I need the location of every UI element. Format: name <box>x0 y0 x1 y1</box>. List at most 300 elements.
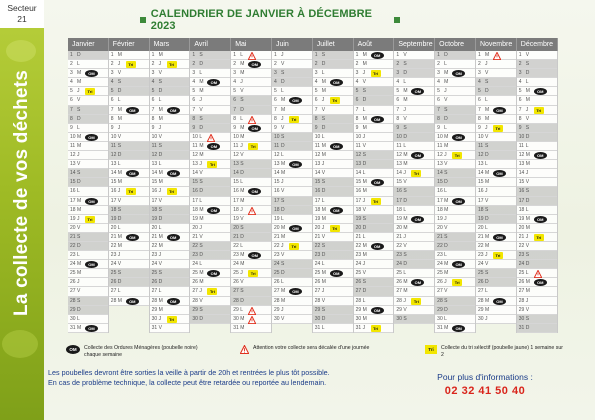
day-cell <box>190 69 230 78</box>
day-number: 1 <box>396 52 400 58</box>
weekday-letter: D <box>158 152 163 159</box>
day-number: 23 <box>314 252 321 259</box>
day-number: 18 <box>437 206 443 213</box>
weekday-letter: S <box>240 97 244 104</box>
day-number: 2 <box>396 61 400 68</box>
day-number: 4 <box>151 79 155 86</box>
day-cell <box>231 78 271 87</box>
day-cell <box>109 278 149 287</box>
day-cell <box>354 178 394 187</box>
day-number: 9 <box>192 124 196 131</box>
weekday-letter: L <box>321 261 325 268</box>
weekday-letter: M <box>525 161 530 168</box>
day-cell <box>231 87 271 96</box>
day-number: 30 <box>151 315 158 322</box>
weekday-letter: V <box>77 288 81 295</box>
month-column <box>354 51 395 333</box>
day-number: 13 <box>437 161 443 168</box>
weekday-letter: M <box>240 133 245 140</box>
weekday-letter: L <box>117 97 121 104</box>
day-cell <box>435 133 475 142</box>
weekday-letter: M <box>158 297 163 304</box>
day-number: 28 <box>355 297 362 304</box>
day-cell <box>68 197 108 206</box>
day-number: 10 <box>437 133 443 140</box>
day-number: 8 <box>151 115 155 122</box>
day-cell <box>68 87 108 96</box>
weekday-letter: J <box>77 88 80 95</box>
day-cell <box>190 51 230 60</box>
day-number: 10 <box>518 133 525 140</box>
day-cell <box>109 187 149 196</box>
weekday-letter: M <box>362 315 367 322</box>
om-bin-icon: OM <box>289 97 302 106</box>
day-number: 17 <box>477 197 484 204</box>
day-cell <box>313 306 353 315</box>
day-cell <box>109 251 149 260</box>
weekday-letter: M <box>77 206 82 213</box>
weekday-letter: S <box>117 142 122 149</box>
weekday-letter: M <box>321 88 326 95</box>
day-number: 17 <box>396 197 402 204</box>
day-cell <box>150 78 190 87</box>
day-number: 23 <box>192 252 198 259</box>
month-column <box>272 51 313 333</box>
weekday-letter: M <box>484 52 490 58</box>
day-cell <box>272 197 312 206</box>
day-cell <box>517 87 557 96</box>
day-number: 29 <box>273 306 280 313</box>
day-cell <box>190 206 230 215</box>
day-number: 3 <box>110 70 114 77</box>
weekday-letter: S <box>444 233 448 240</box>
day-number: 27 <box>192 288 198 295</box>
om-bin-icon: OM <box>371 52 384 61</box>
day-number: 7 <box>314 106 318 113</box>
day-number: 26 <box>233 279 239 286</box>
day-number: 15 <box>110 179 117 186</box>
day-cell <box>109 151 149 160</box>
weekday-letter: M <box>484 306 490 313</box>
day-cell <box>354 60 394 69</box>
day-number: 28 <box>437 297 443 304</box>
day-cell <box>150 60 190 69</box>
om-bin-icon: OM <box>126 107 139 116</box>
day-number: 19 <box>192 215 198 222</box>
weekday-letter: M <box>240 188 245 195</box>
day-number: 22 <box>233 242 239 249</box>
day-number: 17 <box>273 197 280 204</box>
weekday-letter: M <box>484 170 490 177</box>
day-number: 1 <box>70 52 73 58</box>
day-cell <box>150 106 190 115</box>
day-cell <box>272 78 312 87</box>
weekday-letter: M <box>117 115 122 122</box>
day-number: 14 <box>396 170 402 177</box>
weekday-letter: V <box>362 79 366 86</box>
day-number: 24 <box>314 261 321 268</box>
weekday-letter: V <box>240 215 244 222</box>
weekday-letter: L <box>444 315 447 322</box>
day-number: 29 <box>192 306 198 313</box>
weekday-letter: S <box>321 242 326 249</box>
weekday-letter: S <box>525 124 530 131</box>
weekday-letter: M <box>362 306 367 313</box>
weekday-letter: S <box>117 206 122 213</box>
day-cell <box>68 233 108 242</box>
day-cell <box>272 187 312 196</box>
day-cell <box>313 96 353 105</box>
weekday-letter: J <box>199 224 202 231</box>
om-bin-icon: OM <box>207 143 220 152</box>
day-number: 18 <box>314 206 321 213</box>
day-cell <box>109 233 149 242</box>
day-number: 24 <box>477 261 484 268</box>
day-number: 22 <box>192 242 198 249</box>
weekday-letter: S <box>321 306 326 313</box>
empty-cell <box>109 315 149 324</box>
sector-badge <box>0 0 44 28</box>
weekday-letter: L <box>77 124 80 131</box>
day-cell <box>109 169 149 178</box>
day-cell <box>231 160 271 169</box>
day-cell <box>354 151 394 160</box>
day-cell <box>435 151 475 160</box>
weekday-letter: S <box>321 179 326 186</box>
day-cell <box>190 215 230 224</box>
day-cell <box>476 160 516 169</box>
weekday-letter: D <box>525 133 530 140</box>
weekday-letter: J <box>321 288 325 295</box>
weekday-letter: S <box>280 197 285 204</box>
weekday-letter: V <box>158 261 162 268</box>
day-number: 31 <box>437 324 443 331</box>
tri-bin-icon: Tri <box>167 316 177 325</box>
day-cell <box>313 87 353 96</box>
day-number: 6 <box>70 97 73 104</box>
weekday-letter: D <box>321 188 326 195</box>
day-number: 10 <box>192 133 198 140</box>
legend-warning-text: Attention votre collecte sera décalée d'une journée <box>253 345 370 351</box>
day-number: 6 <box>477 97 481 104</box>
weekday-letter: L <box>280 88 284 95</box>
empty-cell <box>476 324 516 333</box>
day-cell <box>150 197 190 206</box>
weekday-letter: L <box>525 206 529 213</box>
day-cell <box>476 260 516 269</box>
weekday-letter: J <box>525 106 529 113</box>
notice <box>48 368 408 387</box>
weekday-letter: M <box>240 261 245 268</box>
weekday-letter: M <box>444 133 449 140</box>
day-number: 6 <box>273 97 277 104</box>
day-number: 4 <box>477 79 481 86</box>
day-cell <box>354 106 394 115</box>
day-cell <box>476 78 516 87</box>
weekday-letter: M <box>321 152 326 159</box>
weekday-letter: L <box>403 206 407 213</box>
day-cell <box>150 96 190 105</box>
page-title-text: CALENDRIER DE JANVIER À DÉCEMBRE 2023 <box>150 8 373 32</box>
day-cell <box>517 251 557 260</box>
month-column <box>394 51 435 333</box>
weekday-letter: S <box>240 288 244 295</box>
day-cell <box>150 87 190 96</box>
day-number: 15 <box>233 179 239 186</box>
contact-phone[interactable]: 02 32 41 50 40 <box>444 385 526 397</box>
empty-cell <box>109 324 149 333</box>
weekday-letter: J <box>362 261 366 268</box>
day-number: 16 <box>396 188 402 195</box>
weekday-letter: S <box>240 161 244 168</box>
day-number: 21 <box>477 233 484 240</box>
tri-bin-icon: Tri <box>289 116 299 125</box>
weekday-letter: L <box>403 79 407 86</box>
day-cell <box>150 306 190 315</box>
day-cell <box>517 106 557 115</box>
weekday-letter: V <box>158 197 162 204</box>
weekday-letter: L <box>280 152 284 159</box>
day-cell <box>272 69 312 78</box>
month-header: Août <box>354 38 395 51</box>
om-bin-icon: OM <box>330 207 343 216</box>
day-cell <box>435 215 475 224</box>
day-cell <box>231 315 271 324</box>
day-cell <box>313 78 353 87</box>
day-number: 15 <box>314 179 321 186</box>
day-cell <box>517 287 557 296</box>
day-number: 6 <box>518 97 522 104</box>
tri-bin-icon: Tri <box>534 234 544 243</box>
sector-number: 21 <box>17 14 27 24</box>
day-cell <box>231 60 271 69</box>
month-column <box>476 51 517 333</box>
day-number: 18 <box>110 206 117 213</box>
day-number: 9 <box>110 124 114 131</box>
day-number: 7 <box>110 106 114 113</box>
weekday-letter: L <box>444 188 447 195</box>
weekday-letter: M <box>117 297 122 304</box>
day-cell <box>109 60 149 69</box>
day-cell <box>231 324 271 333</box>
weekday-letter: J <box>362 133 366 140</box>
weekday-letter: M <box>403 152 408 159</box>
weekday-letter: D <box>280 142 285 149</box>
month-column <box>150 51 191 333</box>
page-title <box>140 8 400 32</box>
day-number: 21 <box>151 233 158 240</box>
weekday-letter: D <box>77 52 81 58</box>
day-cell <box>109 69 149 78</box>
day-number: 23 <box>355 252 362 259</box>
day-cell <box>150 51 190 60</box>
day-cell <box>272 87 312 96</box>
weekday-letter: M <box>158 106 163 113</box>
weekday-letter: L <box>158 288 162 295</box>
day-cell <box>190 133 230 142</box>
weekday-letter: M <box>321 215 326 222</box>
day-number: 2 <box>314 61 318 68</box>
day-number: 10 <box>396 133 402 140</box>
day-number: 29 <box>396 306 402 313</box>
day-number: 29 <box>151 306 158 313</box>
day-number: 16 <box>477 188 484 195</box>
weekday-letter: L <box>525 142 529 149</box>
weekday-letter: S <box>362 88 366 95</box>
day-cell <box>231 124 271 133</box>
weekday-letter: D <box>199 124 204 131</box>
day-cell <box>68 297 108 306</box>
day-number: 18 <box>233 206 239 213</box>
day-cell <box>313 251 353 260</box>
tri-bin-icon: Tri <box>330 97 340 106</box>
day-cell <box>517 260 557 269</box>
tri-bin-icon: Tri <box>248 143 258 152</box>
day-number: 23 <box>477 252 484 259</box>
weekday-letter: M <box>77 142 82 149</box>
day-cell <box>476 224 516 233</box>
day-number: 3 <box>151 70 155 77</box>
weekday-letter: D <box>444 179 448 186</box>
weekday-letter: D <box>525 324 530 331</box>
day-cell <box>150 251 190 260</box>
day-cell <box>68 133 108 142</box>
month-header: Juin <box>272 38 313 51</box>
weekday-letter: D <box>525 197 530 204</box>
day-cell <box>272 178 312 187</box>
day-cell <box>150 169 190 178</box>
weekday-letter: M <box>240 61 245 68</box>
weekday-letter: S <box>321 52 326 58</box>
weekday-letter: D <box>117 279 122 286</box>
day-cell <box>272 115 312 124</box>
om-bin-icon: OM <box>534 152 547 161</box>
om-bin-icon: OM <box>330 143 343 152</box>
weekday-letter: M <box>362 52 367 58</box>
day-cell <box>435 160 475 169</box>
tri-bin-icon: Tri <box>330 225 340 234</box>
day-number: 29 <box>70 306 76 313</box>
day-number: 25 <box>273 270 280 277</box>
day-number: 10 <box>477 133 484 140</box>
weekday-letter: J <box>484 124 488 131</box>
day-cell <box>354 260 394 269</box>
day-cell <box>394 187 434 196</box>
day-number: 9 <box>396 124 400 131</box>
weekday-letter: L <box>77 315 80 322</box>
day-number: 22 <box>70 242 76 249</box>
day-cell <box>231 224 271 233</box>
day-cell <box>150 69 190 78</box>
weekday-letter: J <box>525 170 529 177</box>
weekday-letter: D <box>444 242 448 249</box>
day-cell <box>109 260 149 269</box>
weekday-letter: M <box>484 106 490 113</box>
weekday-letter: S <box>240 224 244 231</box>
weekday-letter: V <box>444 97 448 104</box>
day-number: 18 <box>355 206 362 213</box>
day-cell <box>517 142 557 151</box>
day-number: 17 <box>70 197 76 204</box>
day-cell <box>150 206 190 215</box>
day-number: 28 <box>70 297 76 304</box>
om-bin-icon: OM <box>167 170 180 179</box>
day-number: 9 <box>151 124 155 131</box>
weekday-letter: M <box>158 306 163 313</box>
day-cell <box>68 115 108 124</box>
weekday-letter: L <box>403 142 407 149</box>
day-number: 9 <box>70 124 73 131</box>
day-cell <box>476 142 516 151</box>
weekday-letter: M <box>199 88 204 95</box>
day-cell <box>150 297 190 306</box>
day-number: 13 <box>110 161 117 168</box>
tri-bin-icon: Tri <box>452 279 462 288</box>
day-cell <box>68 51 108 60</box>
weekday-letter: J <box>77 152 80 159</box>
day-cell <box>68 242 108 251</box>
day-cell <box>109 51 149 60</box>
weekday-letter: S <box>444 297 448 304</box>
day-number: 24 <box>151 261 158 268</box>
day-number: 5 <box>518 88 522 95</box>
day-number: 29 <box>233 306 239 313</box>
day-cell <box>435 115 475 124</box>
day-number: 15 <box>355 179 362 186</box>
weekday-letter: L <box>362 106 366 113</box>
day-number: 4 <box>314 79 318 86</box>
day-number: 19 <box>233 215 239 222</box>
weekday-letter: J <box>362 70 366 77</box>
day-number: 19 <box>396 215 402 222</box>
day-cell <box>394 260 434 269</box>
om-bin-icon: OM <box>126 234 139 243</box>
weekday-letter: J <box>525 233 529 240</box>
weekday-letter: M <box>484 233 490 240</box>
day-number: 16 <box>314 188 321 195</box>
day-cell <box>313 242 353 251</box>
weekday-letter: M <box>403 215 408 222</box>
day-cell <box>190 124 230 133</box>
day-number: 26 <box>110 279 117 286</box>
day-number: 19 <box>273 215 280 222</box>
weekday-letter: M <box>280 161 286 168</box>
day-number: 5 <box>151 88 155 95</box>
day-number: 9 <box>273 124 277 131</box>
weekday-letter: D <box>362 97 367 104</box>
day-number: 5 <box>437 88 440 95</box>
weekday-letter: V <box>403 306 407 313</box>
day-number: 30 <box>518 315 525 322</box>
day-cell <box>394 215 434 224</box>
day-number: 1 <box>273 52 277 58</box>
day-cell <box>354 269 394 278</box>
weekday-letter: M <box>362 179 367 186</box>
weekday-letter: V <box>362 270 366 277</box>
weekday-letter: V <box>199 106 203 113</box>
weekday-letter: D <box>199 188 204 195</box>
empty-cell <box>109 306 149 315</box>
day-number: 2 <box>477 61 481 68</box>
weekday-letter: D <box>525 261 530 268</box>
weekday-letter: V <box>321 297 326 304</box>
day-number: 26 <box>477 279 484 286</box>
day-number: 7 <box>477 106 481 113</box>
day-number: 3 <box>233 70 236 77</box>
day-number: 26 <box>355 279 362 286</box>
day-number: 8 <box>518 115 522 122</box>
weekday-letter: S <box>444 170 448 177</box>
